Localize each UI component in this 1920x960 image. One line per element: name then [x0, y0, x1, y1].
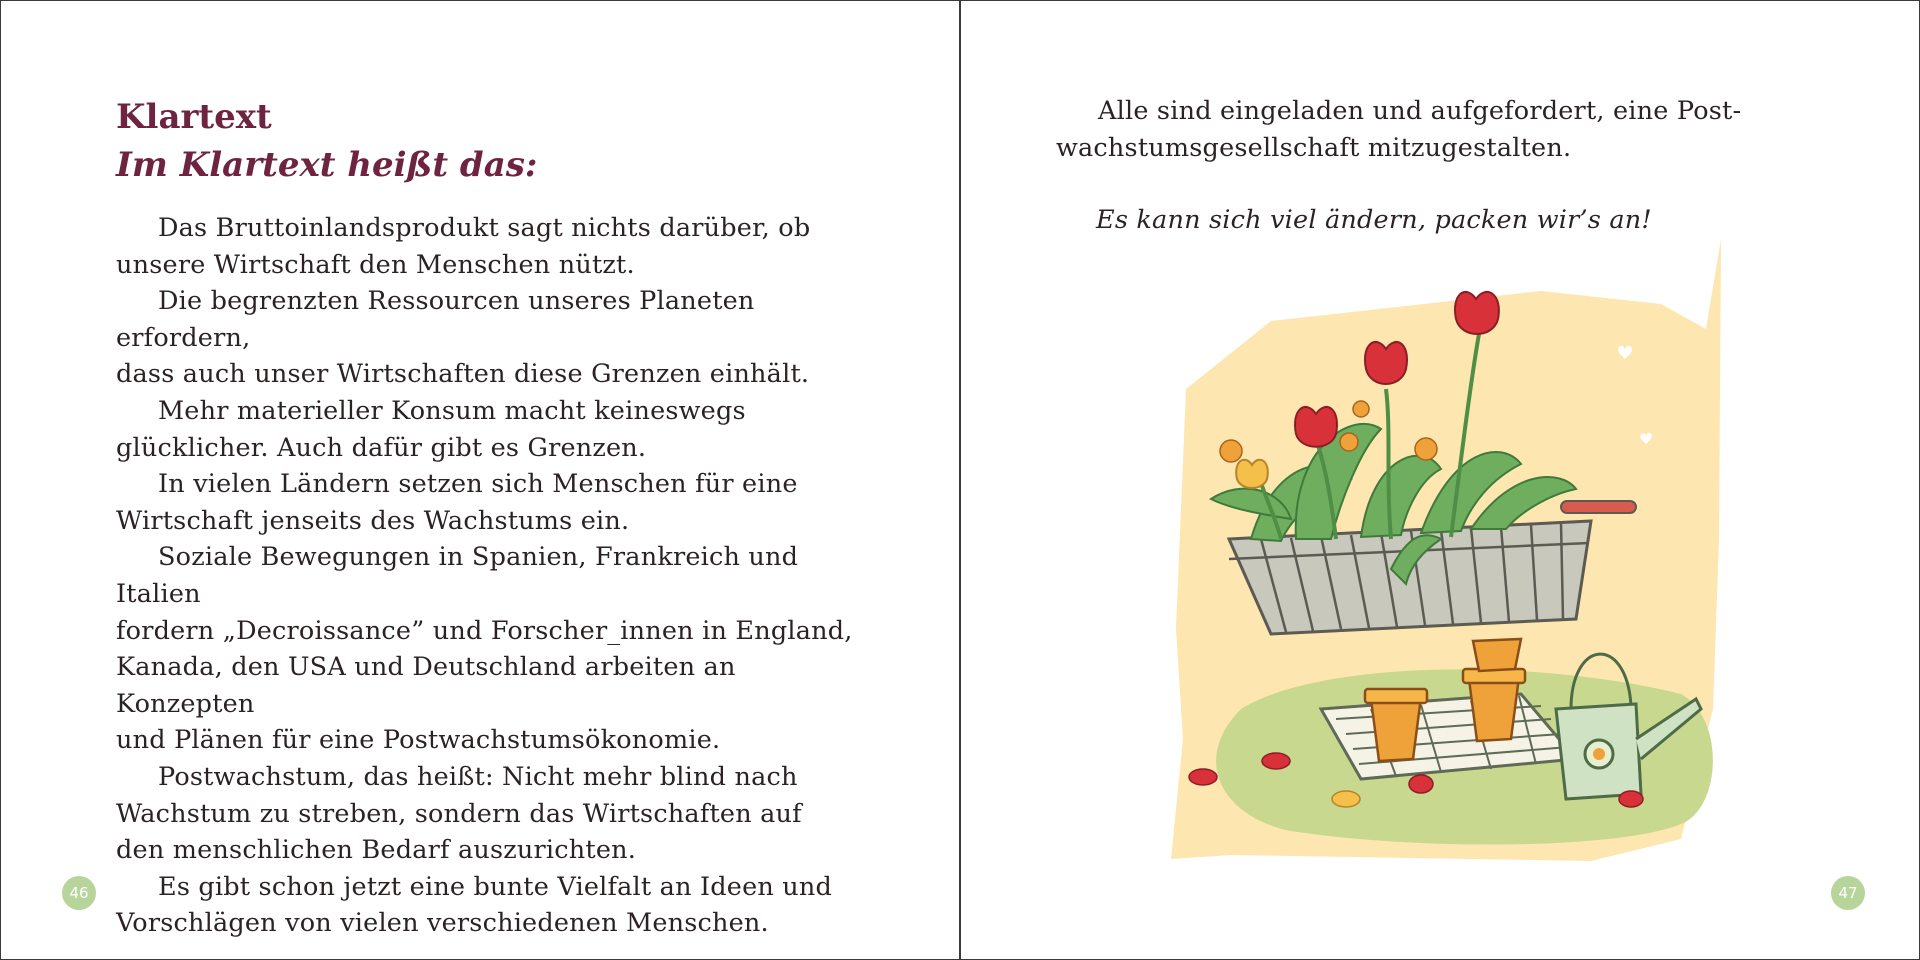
- page-number-left: 46: [62, 876, 96, 910]
- paragraph: Mehr materieller Konsum macht keineswegs glücklicher. Auch dafür gibt es Grenzen.: [116, 395, 746, 463]
- section-heading: [116, 93, 537, 189]
- paragraph: Es gibt schon jetzt eine bunte Vielfalt an Ideen und Vorschlägen von vielen verschiedenen Menschen.: [116, 871, 833, 939]
- right-page: [961, 1, 1920, 959]
- heading-subtitle: Im Klartext heißt das:: [116, 145, 538, 185]
- paragraph: Soziale Bewegungen in Spanien, Frankreich und Italien fordern „Decroissance” und Forscher_innen in England, Kanada, den USA und Deutschland arbeiten an Konzepten und Plänen für eine Postwachstumsökonomie.: [116, 542, 853, 756]
- page-number-right: 47: [1831, 876, 1865, 910]
- body-text: [116, 210, 876, 942]
- paragraph: Das Bruttoinlandsprodukt sagt nichts darüber, ob unsere Wirtschaft den Menschen nützt.: [116, 213, 811, 280]
- paragraph: Postwachstum, das heißt: Nicht mehr blind nach Wachstum zu streben, sondern das Wirtschaften auf den menschlichen Bedarf auszurichten.: [116, 761, 802, 866]
- shopping-cart-with-tulips-illustration: [1121, 239, 1761, 869]
- closing-text: [1056, 93, 1796, 239]
- heading-title: Klartext: [116, 97, 272, 137]
- paragraph: In vielen Ländern setzen sich Menschen für eine Wirtschaft jenseits des Wachstums ein.: [116, 469, 798, 536]
- intro-paragraph: Alle sind eingeladen und aufgefordert, eine Post- wachstumsgesellschaft mitzugestalten.: [1056, 96, 1742, 163]
- paragraph: Die begrenzten Ressourcen unseres Planeten erfordern, dass auch unser Wirtschaften diese Grenzen einhält.: [116, 286, 810, 390]
- slogan: Es kann sich viel ändern, packen wir’s an!: [1096, 205, 1652, 236]
- left-page: [1, 1, 959, 959]
